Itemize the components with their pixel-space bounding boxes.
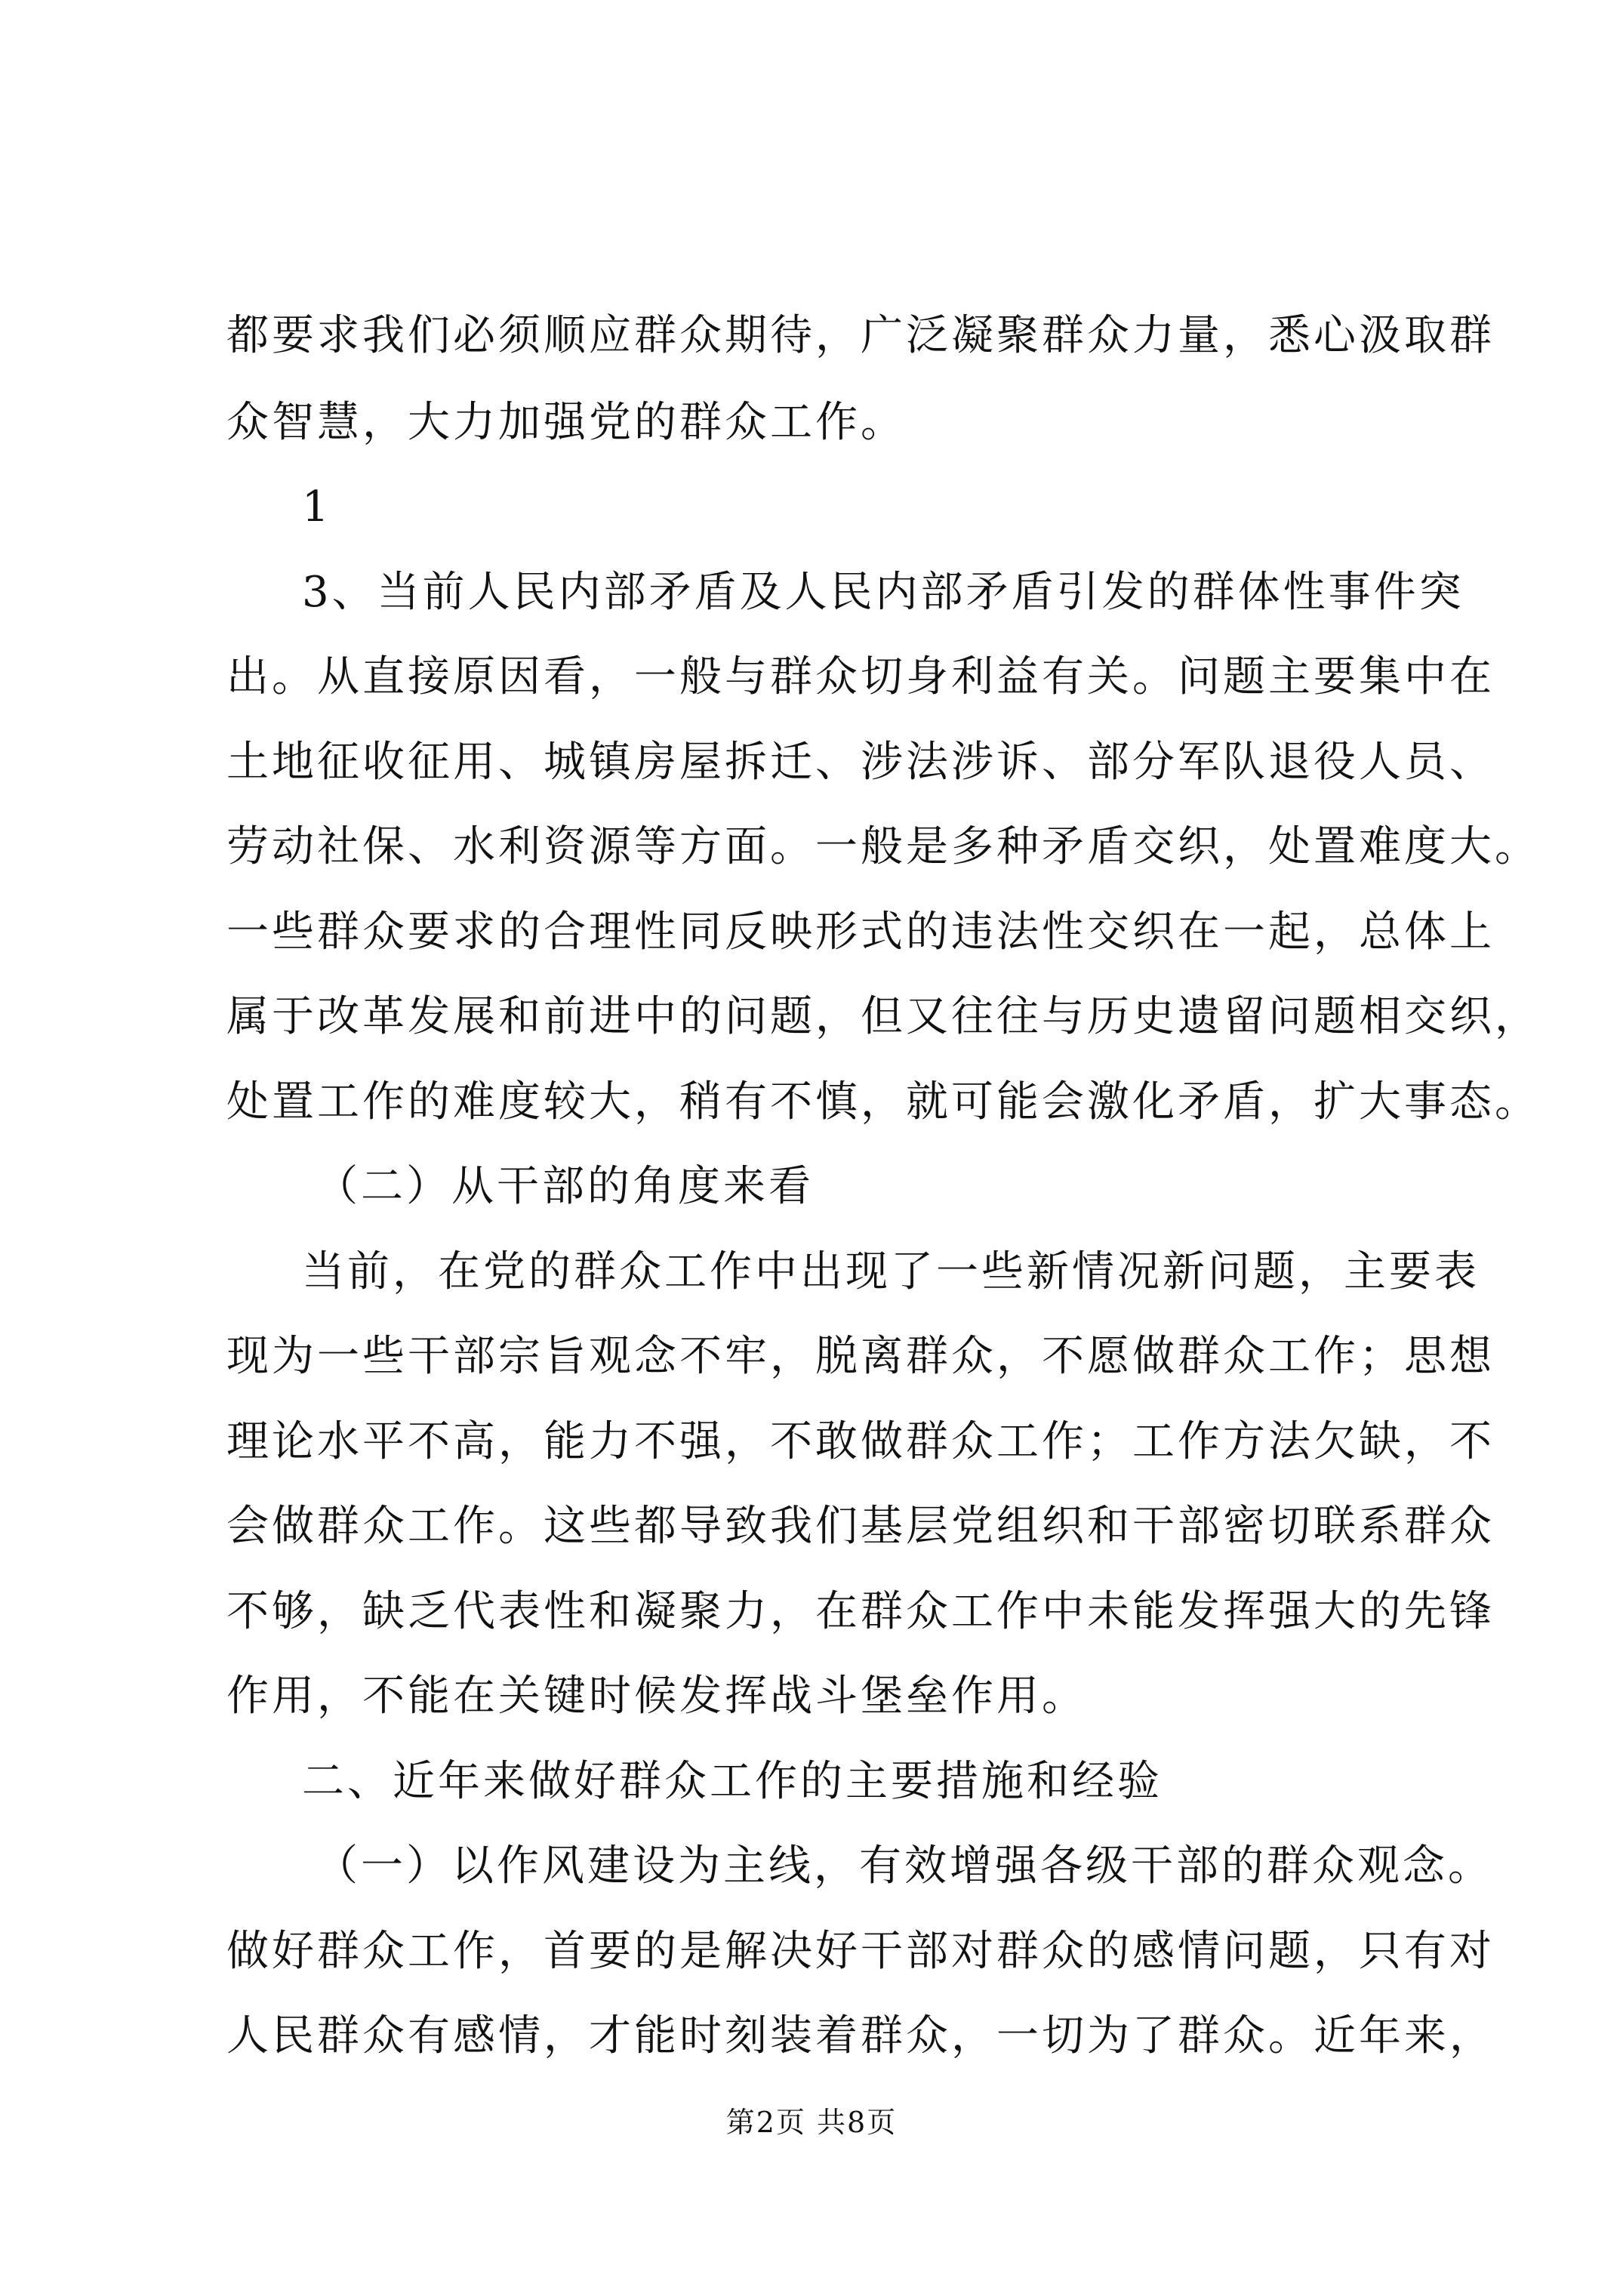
page-number-footer: 第2页 共8页	[725, 2106, 898, 2139]
text-line-16: 不够，缺乏代表性和凝聚力，在群众工作中未能发挥强大的先锋	[226, 1587, 1495, 1636]
text-line-14: 理论水平不高，能力不强，不敢做群众工作；工作方法欠缺，不	[226, 1417, 1495, 1466]
text-line-15: 会做群众工作。这些都导致我们基层党组织和干部密切联系群众	[226, 1502, 1495, 1551]
text-line-7: 劳动社保、水利资源等方面。一般是多种矛盾交织，处置难度大。	[226, 822, 1540, 871]
text-line-9: 属于改革发展和前进中的问题，但又往往与历史遗留问题相交织，	[226, 992, 1540, 1041]
text-line-20: 做好群众工作，首要的是解决好干部对群众的感情问题，只有对	[226, 1927, 1495, 1976]
text-line-5: 出。从直接原因看，一般与群众切身利益有关。问题主要集中在	[226, 652, 1495, 701]
section-heading-cadres: （二）从干部的角度来看	[316, 1162, 814, 1211]
text-line-2: 众智慧，大力加强党的群众工作。	[226, 398, 906, 447]
text-line-3: 1	[302, 482, 332, 532]
text-line-1: 都要求我们必须顺应群众期待，广泛凝聚群众力量，悉心汲取群	[226, 311, 1495, 360]
subsection-heading-style: （一）以作风建设为主线，有效增强各级干部的群众观念。	[316, 1841, 1493, 1891]
text-line-8: 一些群众要求的合理性同反映形式的违法性交织在一起，总体上	[226, 908, 1495, 957]
text-line-17: 作用，不能在关键时候发挥战斗堡垒作用。	[226, 1672, 1087, 1721]
section-heading-measures: 二、近年来做好群众工作的主要措施和经验	[302, 1757, 1163, 1806]
text-line-6: 土地征收征用、城镇房屋拆迁、涉法涉诉、部分军队退役人员、	[226, 738, 1495, 787]
text-line-10: 处置工作的难度较大，稍有不慎，就可能会激化矛盾，扩大事态。	[226, 1077, 1540, 1126]
text-line-12: 当前，在党的群众工作中出现了一些新情况新问题，主要表	[302, 1247, 1480, 1296]
text-line-21: 人民群众有感情，才能时刻装着群众，一切为了群众。近年来，	[226, 2011, 1495, 2060]
text-line-13: 现为一些干部宗旨观念不牢，脱离群众，不愿做群众工作；思想	[226, 1332, 1495, 1381]
text-line-4: 3、当前人民内部矛盾及人民内部矛盾引发的群体性事件突	[302, 568, 1464, 617]
